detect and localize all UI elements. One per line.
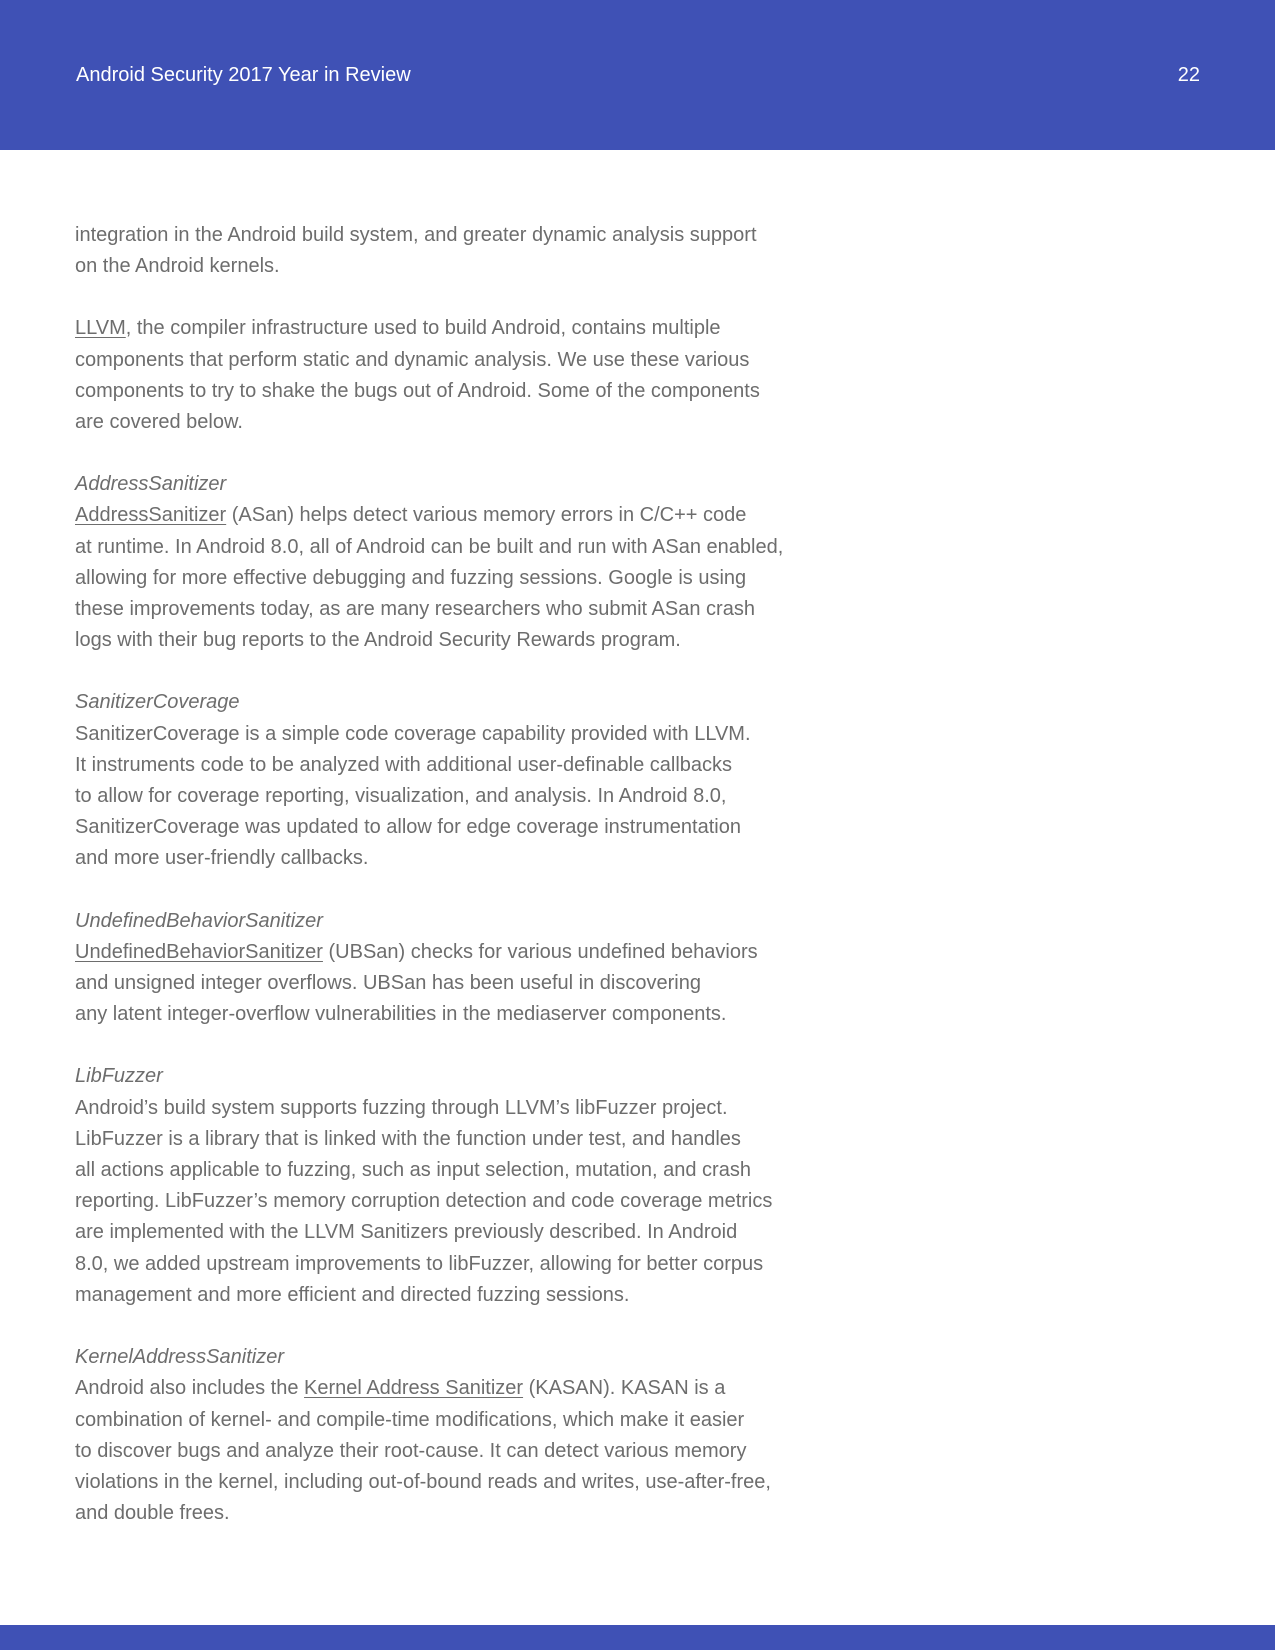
text-span: (KASAN). KASAN is a <box>523 1377 726 1400</box>
llvm-paragraph <box>75 313 845 438</box>
undefinedbehaviorsanitizer-link[interactable]: UndefinedBehaviorSanitizer <box>75 940 323 963</box>
addresssanitizer-link[interactable]: AddressSanitizer <box>75 504 227 527</box>
text-line: integration in the Android build system, and greater dynamic analysis support <box>75 224 757 246</box>
libfuzzer-section <box>75 1061 845 1311</box>
text-line <box>75 1373 845 1404</box>
page-number: 22 <box>1177 64 1200 86</box>
text-line: management and more efficient and directed fuzzing sessions. <box>75 1283 630 1306</box>
page-header <box>0 0 1275 150</box>
libfuzzer-heading: LibFuzzer <box>75 1065 163 1088</box>
text-line: reporting. LibFuzzer’s memory corruption detection and code coverage metrics <box>75 1190 773 1213</box>
text-line: and double frees. <box>75 1502 230 1525</box>
text-line <box>75 937 845 968</box>
page-body <box>75 220 845 1529</box>
intro-paragraph <box>75 220 845 282</box>
ubsan-section <box>75 906 845 1031</box>
text-line: on the Android kernels. <box>75 255 280 278</box>
text-line: to discover bugs and analyze their root-cause. It can detect various memory <box>75 1439 747 1462</box>
footer-bar <box>0 1625 1275 1650</box>
llvm-link[interactable]: LLVM <box>75 317 126 340</box>
text-span: (UBSan) checks for various undefined behaviors <box>322 940 758 963</box>
ubsan-heading: UndefinedBehaviorSanitizer <box>75 909 323 932</box>
text-line: any latent integer-overflow vulnerabilities in the mediaserver components. <box>75 1003 727 1026</box>
text-line: violations in the kernel, including out-of-bound reads and writes, use-after-free, <box>75 1470 771 1493</box>
text-line: allowing for more effective debugging and fuzzing sessions. Google is using <box>75 566 747 589</box>
text-line: It instruments code to be analyzed with additional user-definable callbacks <box>75 753 733 776</box>
asan-heading: AddressSanitizer <box>75 473 227 496</box>
text-line: 8.0, we added upstream improvements to libFuzzer, allowing for better corpus <box>75 1252 764 1275</box>
text-line: all actions applicable to fuzzing, such as input selection, mutation, and crash <box>75 1159 751 1182</box>
sancov-section <box>75 687 845 874</box>
text-line: and unsigned integer overflows. UBSan has been useful in discovering <box>75 972 701 995</box>
text-line: SanitizerCoverage is a simple code coverage capability provided with LLVM. <box>75 722 751 745</box>
text-line: components that perform static and dynamic analysis. We use these various <box>75 348 750 371</box>
text-span: , the compiler infrastructure used to build Android, contains multiple <box>125 317 721 340</box>
text-line: and more user-friendly callbacks. <box>75 847 369 870</box>
text-line: are covered below. <box>75 411 243 434</box>
text-line: combination of kernel- and compile-time modifications, which make it easier <box>75 1408 745 1431</box>
sancov-heading: SanitizerCoverage <box>75 691 240 714</box>
text-line: to allow for coverage reporting, visualization, and analysis. In Android 8.0, <box>75 785 727 808</box>
text-line: components to try to shake the bugs out of Android. Some of the components <box>75 379 760 402</box>
text-span: (ASan) helps detect various memory errors in C/C++ code <box>226 504 747 527</box>
text-line: logs with their bug reports to the Android Security Rewards program. <box>75 629 681 652</box>
text-line <box>75 500 845 531</box>
text-line: LibFuzzer is a library that is linked with the function under test, and handles <box>75 1127 741 1150</box>
text-line: at runtime. In Android 8.0, all of Android can be built and run with ASan enabled, <box>75 535 784 558</box>
text-line: SanitizerCoverage was updated to allow for edge coverage instrumentation <box>75 816 741 839</box>
text-line: Android’s build system supports fuzzing through LLVM’s libFuzzer project. <box>75 1096 728 1119</box>
text-span: Android also includes the <box>75 1377 305 1400</box>
document-title: Android Security 2017 Year in Review <box>76 64 411 86</box>
kernel-address-sanitizer-link[interactable]: Kernel Address Sanitizer <box>304 1377 524 1400</box>
asan-section <box>75 469 845 656</box>
text-line: these improvements today, as are many researchers who submit ASan crash <box>75 598 755 621</box>
kasan-section <box>75 1342 845 1529</box>
kasan-heading: KernelAddressSanitizer <box>75 1346 284 1369</box>
text-line: are implemented with the LLVM Sanitizers previously described. In Android <box>75 1221 738 1244</box>
text-line <box>75 313 845 344</box>
